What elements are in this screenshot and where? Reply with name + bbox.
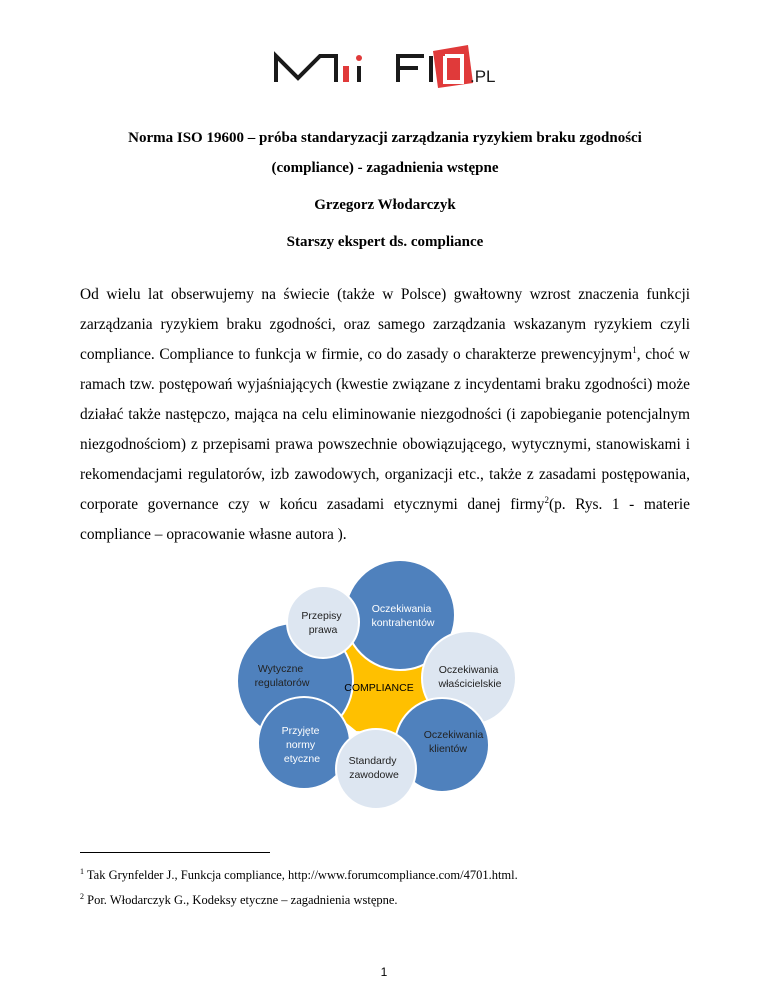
label-contractors-1: Oczekiwania [371,603,432,615]
footnote-divider [80,852,270,853]
document-title-line2: (compliance) - zagadnienia wstępne [271,160,499,176]
svg-text:Przyjęte normy etyczne [282,725,323,765]
label-owners-1: Oczekiwania [438,664,499,676]
document-title-line1: Norma ISO 19600 – próba standaryzacji zarządzania ryzykiem braku zgodności [128,130,642,146]
label-ethics-2: normy [285,739,316,751]
label-standards-2: zawodowe [349,769,399,781]
label-clients-2: klientów [429,743,467,755]
label-owners-2: właścicielskie [438,678,502,690]
label-regulators-1: Wytyczne [257,663,304,675]
label-clients-1: Oczekiwania [423,729,484,741]
compliance-diagram [228,558,538,812]
label-regulators-2: regulatorów [254,677,310,689]
label-law-2: prawa [308,624,338,636]
footnote-ref-1[interactable]: 1 [632,344,637,355]
logo-dot [356,55,362,61]
label-ethics-3: etyczne [283,753,321,765]
footnote-1: $^1$ Tak Grynfelder J., Funkcja compliance, http://www.forumcompliance.com/4701.html. [80,866,518,882]
label-ethics-1: Przyjęte [281,725,320,737]
logo-letter-m [276,56,336,82]
author-name: Grzegorz Włodarczyk [314,197,456,213]
logo-suffix: .PL [470,67,496,86]
label-contractors-2: kontrahentów [371,617,435,629]
footnote-ref-2[interactable]: 2 [544,494,549,505]
footnote-2: $^2$ Por. Włodarczyk G., Kodeksy etyczne – zagadnienia wstępne. [80,891,398,907]
compliance-label: COMPLIANCE [344,682,414,694]
label-standards-1: Standardy [348,755,397,767]
main-paragraph: Od wielu lat obserwujemy na świecie (także w Polsce) gwałtowny wzrost znaczenia funkcji zarządzania ryzykiem braku zgodności, oraz samego zarządzania wskazanym ryzykiem czyli compliance. Compliance to funkcja w firmie, co do zasady o charakterze prewencyjnym$^1$, choć w ramach tzw. postępowań wyjaśniających (kwestie związane z incydentami braku zgodności) może działać także następczo, mająca na celu eliminowanie niezgodności (i zapobieganie potencjalnym niezgodnościom) z przepisami prawa powszechnie obowiązującego, wytycznymi, stanowiskami i rekomendacjami regulatorów, izb zawodowych, organizacji etc., także z zasadami postępowania, corporate governance czy w końcu zasadami etycznymi danej firmy$^2$(p. Rys. 1 - materie compliance – opracowanie własne autora ). [80,286,691,543]
author-role: Starszy ekspert ds. compliance [286,234,484,250]
label-law-1: Przepisy [301,610,342,622]
mifid-logo [0,0,768,100]
circle-law [287,586,359,658]
page-number: 1 [380,965,388,979]
